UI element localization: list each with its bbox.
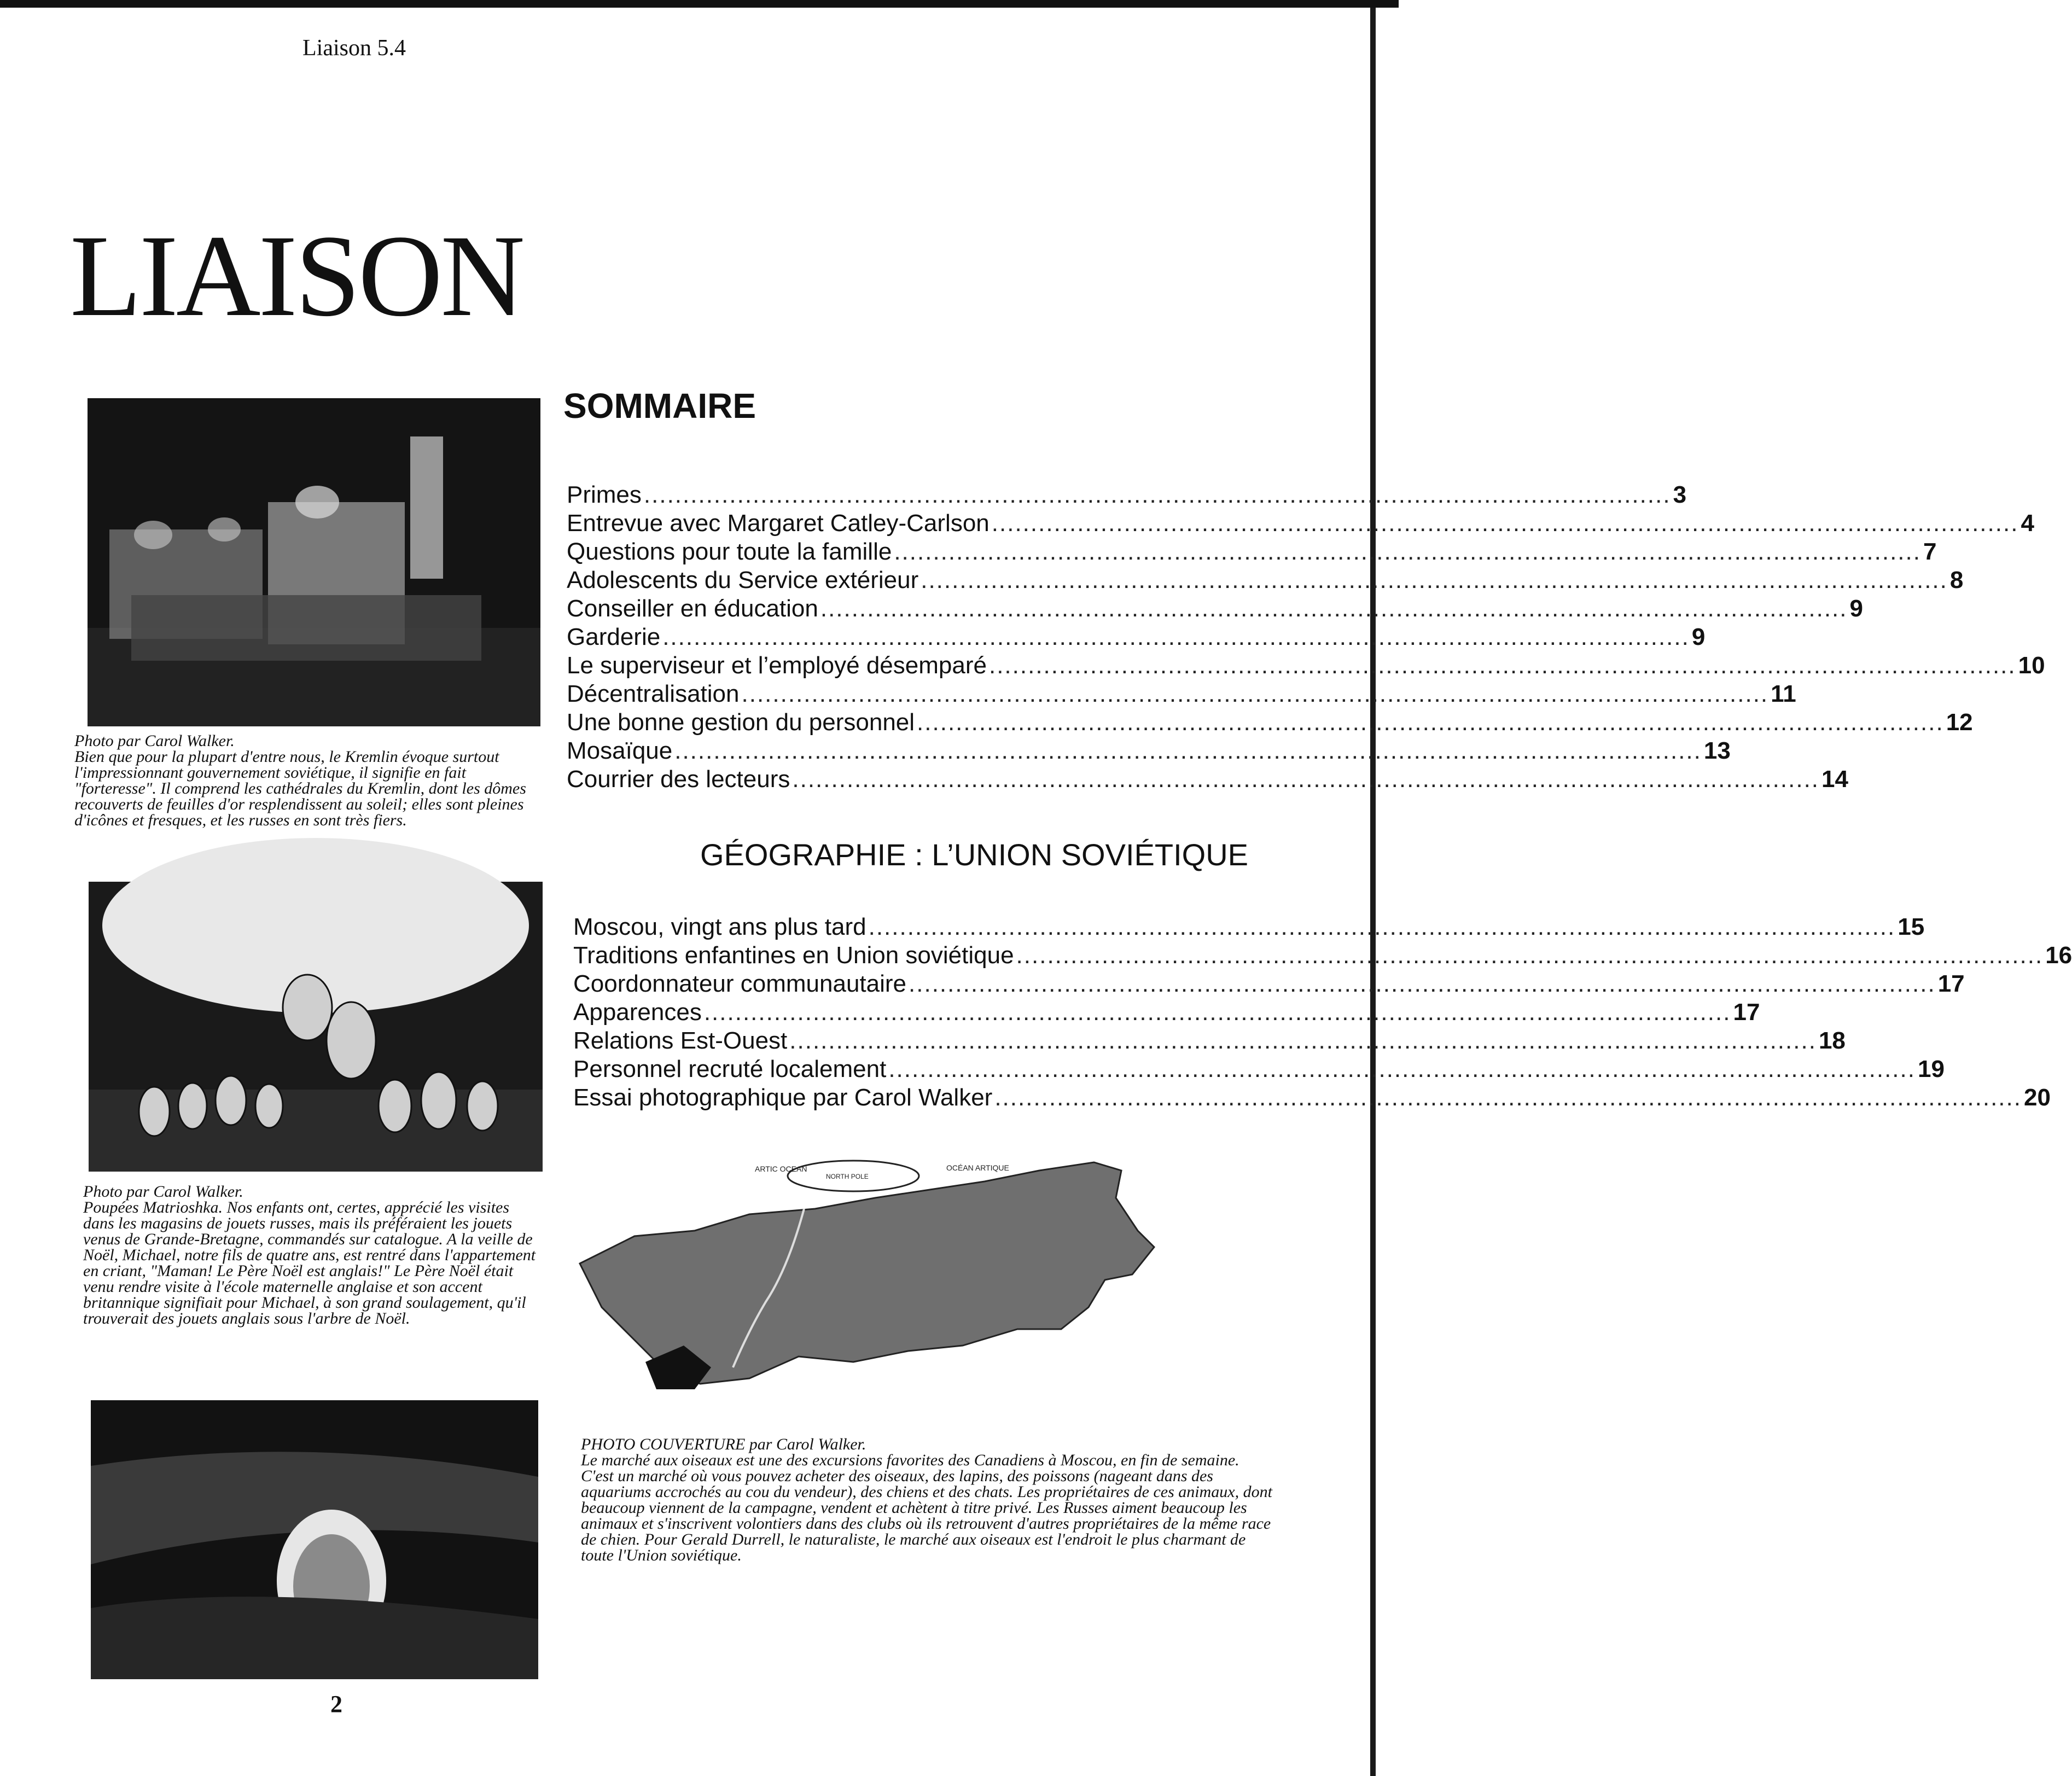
map-label-sea: SEA OF JAPAN (1149, 1257, 1195, 1265)
running-title: Liaison 5.4 (302, 36, 406, 61)
birds-photo (91, 1400, 538, 1679)
ussr-map-image (569, 1149, 1242, 1406)
toc-item[interactable]: Traditions enfantines en Union soviétique .................................................................................................................................... 16 (573, 942, 2072, 969)
toc-item[interactable]: Adolescents du Service extérieur .................................................................................................................................... 8 (567, 567, 1964, 593)
matrioshka-caption-text: Poupées Matrioshka. Nos enfants ont, certes, apprécié les visites dans les magasins de jouets russes, mais ils préféraient les jouets venus de Grande-Bretagne, commandés sur catalogue. A la veille de Noël, Michael, notre fils de quatre ans, est rentré dans l'appartement en criant, "Maman! Le Père Noël est anglais!" Le Père Noël était venu rendre visite à l'école maternelle anglaise et son accent britannique signifiait pour Michael, à son grand soulagement, qu'il trouverait des jouets anglais sous l'arbre de Noël. (83, 1198, 536, 1327)
kremlin-photo-image (88, 398, 540, 726)
toc-item[interactable]: Questions pour toute la famille .................................................................................................................................... 7 (567, 538, 1937, 565)
cover-caption-credit: PHOTO COUVERTURE par Carol Walker. (581, 1435, 866, 1453)
leader-dots: .................................................................................................................................... (909, 970, 1936, 997)
map-label-west: ARTIC OCEAN (755, 1164, 807, 1173)
toc-item[interactable]: Personnel recruté localement .................................................................................................................................... 19 (573, 1056, 1945, 1082)
kremlin-photo (88, 398, 540, 726)
leader-dots: .................................................................................................................................... (994, 1084, 2022, 1111)
leader-dots: .................................................................................................................................... (991, 510, 2019, 537)
leader-dots: .................................................................................................................................... (820, 595, 1848, 622)
page-number: 2 (330, 1691, 342, 1717)
leader-dots: .................................................................................................................................... (662, 624, 1690, 650)
birds-photo-image (91, 1400, 538, 1679)
toc-item[interactable]: Le superviseur et l’employé désemparé .................................................................................................................................... 10 (567, 652, 2045, 679)
leader-dots: .................................................................................................................................... (1016, 942, 2044, 969)
matrioshka-caption (83, 1184, 542, 1326)
leader-dots: .................................................................................................................................... (921, 567, 1948, 593)
leader-dots: .................................................................................................................................... (868, 913, 1896, 940)
leader-dots: .................................................................................................................................... (643, 481, 1671, 508)
geographie-list (573, 913, 2072, 1113)
matrioshka-photo (89, 882, 543, 1172)
toc-item[interactable]: Une bonne gestion du personnel .................................................................................................................................... 12 (567, 709, 1973, 736)
leader-dots: .................................................................................................................................... (988, 652, 2016, 679)
scan-edge-top (0, 0, 1399, 8)
toc-item[interactable]: Moscou, vingt ans plus tard .................................................................................................................................... 15 (573, 913, 1925, 940)
map-label-pole: NORTH POLE (826, 1173, 869, 1180)
liaison-logo (70, 208, 562, 345)
matrioshka-caption-credit: Photo par Carol Walker. (83, 1183, 243, 1201)
kremlin-caption (74, 733, 539, 828)
sommaire-title: SOMMAIRE (563, 386, 756, 426)
leader-dots: .................................................................................................................................... (894, 538, 1921, 565)
leader-dots: .................................................................................................................................... (792, 766, 1820, 793)
toc-item[interactable]: Courrier des lecteurs .................................................................................................................................... 14 (567, 766, 1848, 793)
logo-wordmark: LIAISON (70, 211, 523, 341)
toc-item[interactable]: Coordonnateur communautaire .................................................................................................................................... 17 (573, 970, 1965, 997)
toc-item[interactable]: Primes .................................................................................................................................... 3 (567, 481, 1687, 508)
kremlin-caption-text: Bien que pour la plupart d'entre nous, le Kremlin évoque surtout l'impressionnant gouvernement soviétique, il signifie en fait "forteresse". Il comprend les cathédrales du Kremlin, dont les dômes recouverts de feuilles d'or resplendissent au soleil; elles sont pleines d'icônes et fresques, et les russes en sont très fiers. (74, 748, 526, 829)
cover-caption-text: Le marché aux oiseaux est une des excursions favorites des Canadiens à Moscou, en fin de semaine. C'est un marché où vous pouvez acheter des oiseaux, des lapins, des poissons (nageant dans des aquariums accrochés au cou du vendeur), des chiens et des chats. Les propriétaires de ces animaux, dont beaucoup viennent de la campagne, vendent et achètent à titre privé. Les Russes aiment beaucoup les animaux et s'inscrivent volontiers dans des clubs où ils retrouvent d'autres propriétaires de la même race de chien. Pour Gerald Durrell, le naturaliste, le marché aux oiseaux est l'endroit le plus charmant de toute l'Union soviétique. (581, 1451, 1272, 1564)
leader-dots: .................................................................................................................................... (741, 680, 1769, 707)
leader-dots: .................................................................................................................................... (917, 709, 1944, 736)
leader-dots: .................................................................................................................................... (674, 737, 1702, 764)
cover-caption (581, 1436, 1276, 1563)
leader-dots: .................................................................................................................................... (789, 1027, 1817, 1054)
leader-dots: .................................................................................................................................... (703, 999, 1731, 1026)
geographie-title: GÉOGRAPHIE : L’UNION SOVIÉTIQUE (700, 837, 1248, 872)
toc-item[interactable]: Garderie .................................................................................................................................... 9 (567, 624, 1706, 650)
map-label-east: OCÉAN ARTIQUE (946, 1163, 1009, 1172)
toc-item[interactable]: Conseiller en éducation .................................................................................................................................... 9 (567, 595, 1863, 622)
scan-edge-right (1370, 8, 1376, 1776)
leader-dots: .................................................................................................................................... (888, 1056, 1916, 1082)
ussr-map (569, 1149, 1242, 1406)
sommaire-list (567, 481, 2045, 794)
toc-item[interactable]: Mosaïque .................................................................................................................................... 13 (567, 737, 1731, 764)
kremlin-caption-credit: Photo par Carol Walker. (74, 732, 235, 750)
matrioshka-photo-image (89, 882, 543, 1172)
toc-item[interactable]: Décentralisation .................................................................................................................................... 11 (567, 680, 1796, 707)
toc-item[interactable]: Entrevue avec Margaret Catley-Carlson .................................................................................................................................... 4 (567, 510, 2034, 537)
toc-item[interactable]: Apparences .................................................................................................................................... 17 (573, 999, 1760, 1026)
toc-item[interactable]: Relations Est-Ouest .................................................................................................................................... 18 (573, 1027, 1846, 1054)
toc-item[interactable]: Essai photographique par Carol Walker .................................................................................................................................... 20 (573, 1084, 2051, 1111)
